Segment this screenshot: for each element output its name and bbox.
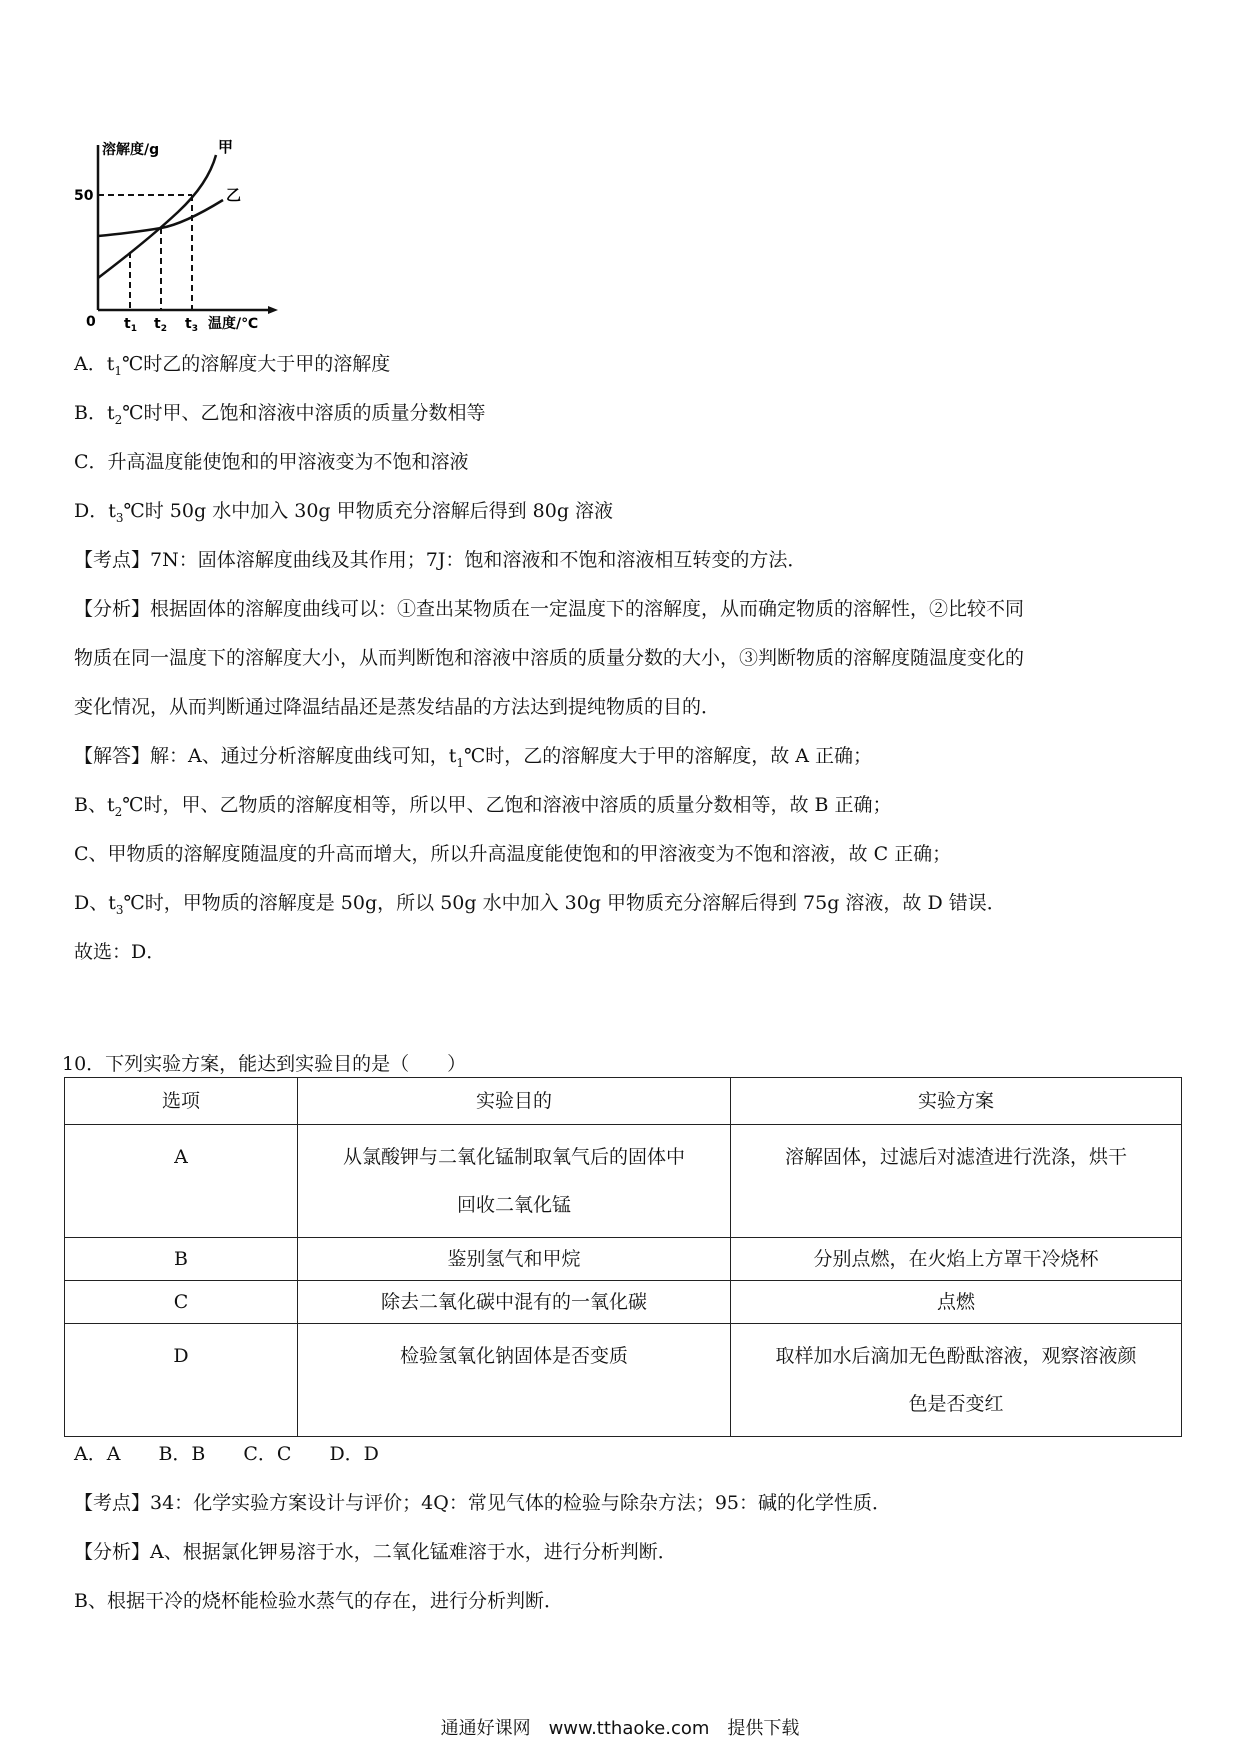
header-plan: 实验方案 bbox=[731, 1078, 1182, 1125]
row-plan: 取样加水后滴加无色酚酞溶液，观察溶液颜 色是否变红 bbox=[731, 1324, 1182, 1437]
tick-t2: $t_2$ bbox=[154, 316, 167, 334]
q9-options-analysis bbox=[74, 340, 1184, 977]
curve-jia bbox=[98, 155, 216, 278]
choices-10: A．A B．B C．C D．D bbox=[74, 1443, 379, 1465]
jieda-c: C、甲物质的溶解度随温度的升高而增大，所以升高温度能使饱和的甲溶液变为不饱和溶液，故 C 正确； bbox=[74, 843, 952, 865]
x-axis-arrow bbox=[268, 306, 278, 314]
fenxi-10-a: 【分析】A、根据氯化钾易溶于水，二氧化锰难溶于水，进行分析判断． bbox=[74, 1541, 677, 1563]
label-yi: 乙 bbox=[226, 186, 242, 204]
row-goal: 从氯酸钾与二氧化锰制取氧气后的固体中 回收二氧化锰 bbox=[298, 1125, 731, 1238]
row-plan: 溶解固体，过滤后对滤渣进行洗涤，烘干 bbox=[731, 1125, 1182, 1238]
header-option: 选项 bbox=[65, 1078, 298, 1125]
page-footer: 通通好课网 www.tthaoke.com 提供下载 bbox=[440, 1718, 800, 1739]
label-jia: 甲 bbox=[218, 138, 234, 156]
label-50: 50 bbox=[74, 188, 94, 204]
row-option: A bbox=[65, 1125, 298, 1238]
table-row bbox=[65, 1238, 1182, 1281]
fenxi-9-line3: 变化情况，从而判断通过降温结晶还是蒸发结晶的方法达到提纯物质的目的． bbox=[74, 696, 721, 718]
fenxi-10-b: B、根据干冷的烧杯能检验水蒸气的存在，进行分析判断． bbox=[74, 1590, 563, 1612]
table-row bbox=[65, 1125, 1182, 1238]
option-b: B．$t_2℃$时甲、乙饱和溶液中溶质的质量分数相等 bbox=[74, 402, 486, 427]
experiment-table bbox=[64, 1077, 1182, 1437]
option-a: A．$t_1℃$时乙的溶解度大于甲的溶解度 bbox=[74, 353, 391, 378]
y-axis-label: 溶解度/g bbox=[102, 142, 160, 158]
table-row bbox=[65, 1324, 1182, 1437]
solubility-graph bbox=[74, 138, 298, 334]
row-option: B bbox=[65, 1238, 298, 1281]
option-d: D．$t_3℃$时 50g 水中加入 30g 甲物质充分溶解后得到 80g 溶液 bbox=[74, 500, 614, 525]
fenxi-9-line2: 物质在同一温度下的溶解度大小，从而判断饱和溶液中溶质的质量分数的大小，③判断物质的溶解度随温度变化的 bbox=[74, 647, 1025, 669]
row-option: C bbox=[65, 1281, 298, 1324]
jieda-b: B、$t_2℃$时，甲、乙物质的溶解度相等，所以甲、乙饱和溶液中溶质的质量分数相等，故 B 正确； bbox=[74, 794, 892, 819]
row-plan: 分别点燃，在火焰上方罩干冷烧杯 bbox=[731, 1238, 1182, 1281]
option-c: C．升高温度能使饱和的甲溶液变为不饱和溶液 bbox=[74, 451, 469, 473]
x-axis-label: 温度/℃ bbox=[208, 316, 259, 332]
row-goal: 除去二氧化碳中混有的一氧化碳 bbox=[298, 1281, 731, 1324]
header-goal: 实验目的 bbox=[298, 1078, 731, 1125]
kaodian-9: 【考点】7N：固体溶解度曲线及其作用；7J：饱和溶液和不饱和溶液相互转变的方法． bbox=[74, 549, 807, 571]
jieda-d: D、$t_3℃$时，甲物质的溶解度是 50g，所以 50g 水中加入 30g 甲物质充分溶解后得到 75g 溶液，故 D 错误． bbox=[74, 892, 1006, 917]
origin-label: 0 bbox=[86, 314, 96, 330]
fenxi-9-line1: 【分析】根据固体的溶解度曲线可以：①查出某物质在一定温度下的溶解度，从而确定物质的溶解性，②比较不同 bbox=[74, 598, 1025, 620]
row-plan: 点燃 bbox=[731, 1281, 1182, 1324]
row-option: D bbox=[65, 1324, 298, 1437]
row-goal: 检验氢氧化钠固体是否变质 bbox=[298, 1324, 731, 1437]
tick-t1: $t_1$ bbox=[124, 316, 137, 334]
row-goal: 鉴别氢气和甲烷 bbox=[298, 1238, 731, 1281]
table-header-row bbox=[65, 1078, 1182, 1125]
table-row bbox=[65, 1281, 1182, 1324]
kaodian-10: 【考点】34：化学实验方案设计与评价；4Q：常见气体的检验与除杂方法；95：碱的化学性质． bbox=[74, 1492, 892, 1514]
q10-stem: 10．下列实验方案，能达到实验目的是（ ） bbox=[62, 1053, 467, 1075]
answer-9: 故选：D． bbox=[74, 941, 166, 963]
q10-analysis bbox=[74, 1430, 1184, 1626]
tick-t3: $t_3$ bbox=[185, 316, 198, 334]
jieda-a: 【解答】解：A、通过分析溶解度曲线可知，$t_1℃$时，乙的溶解度大于甲的溶解度，故 A 正确； bbox=[74, 745, 873, 770]
